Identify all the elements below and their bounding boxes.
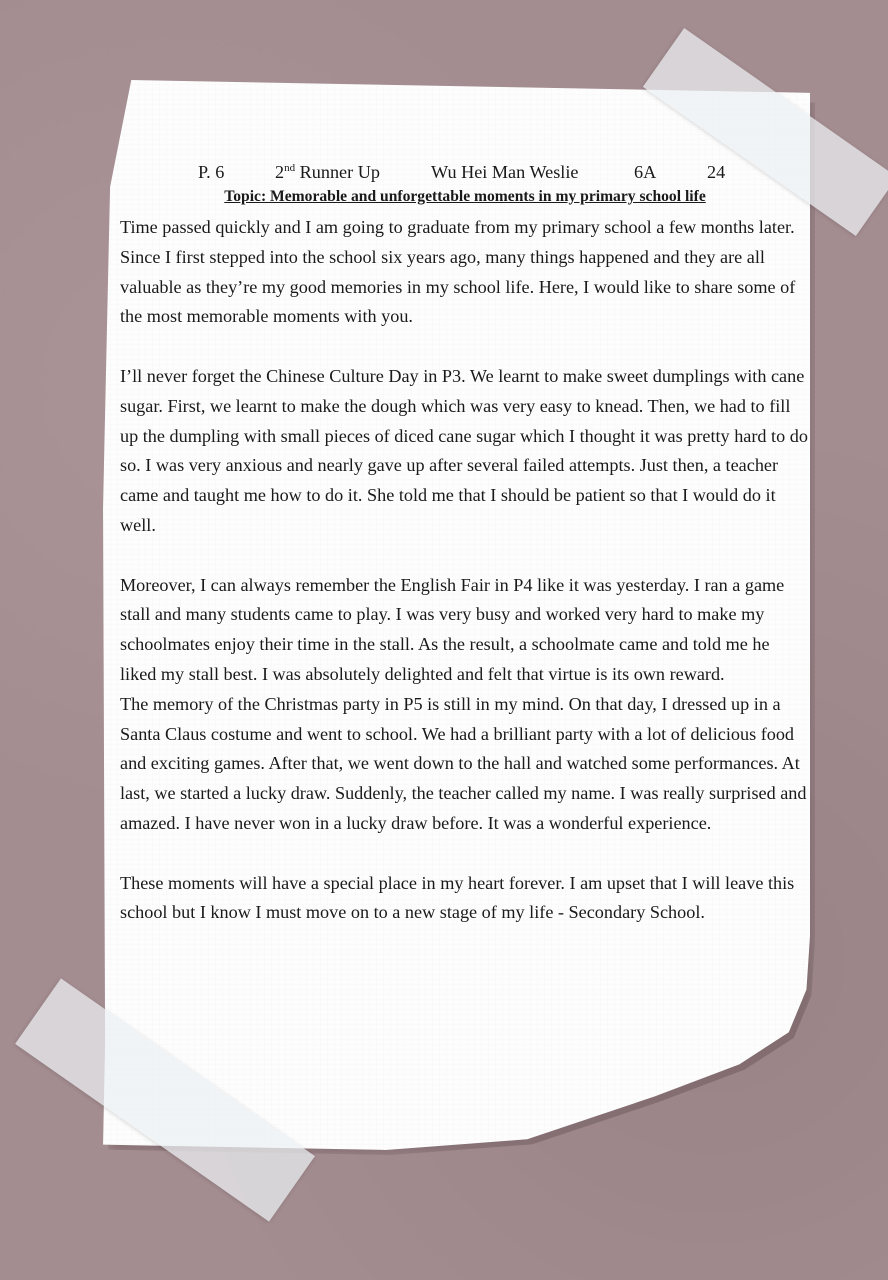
- paragraph-christmas-party: The memory of the Christmas party in P5 is still in my mind. On that day, I dressed up in a Santa Claus costume and went to school. We had a brilliant party with a lot of delicious food and exciting games. After that, we went down to the hall and watched some performances. At last, we started a lucky draw. Suddenly, the teacher called my name. I was really surprised and amazed. I have never won in a lucky draw before. It was a wonderful experience.: [120, 693, 807, 833]
- award-suffix: nd: [284, 161, 296, 174]
- award-rank: 2: [275, 162, 285, 182]
- essay: [120, 158, 810, 928]
- paragraph-conclusion: These moments will have a special place in my heart forever. I am upset that I will leave this school but I know I must move on to a new stage of my life - Secondary School.: [120, 872, 795, 923]
- award-label: [275, 158, 380, 188]
- class-number: 24: [707, 162, 726, 182]
- grade-label: P. 6: [198, 162, 225, 182]
- essay-topic: Topic: Memorable and unforgettable moments in my primary school life: [224, 188, 706, 205]
- paragraph-english-fair: Moreover, I can always remember the English Fair in P4 like it was yesterday. I ran a game stall and many students came to play. I was very busy and worked very hard to make my schoolmates enjoy their time in the stall. As the result, a schoolmate came and told me he liked my stall best. I was absolutely delighted and felt that virtue is its own reward.: [120, 574, 785, 684]
- award-text: Runner Up: [295, 162, 380, 182]
- class-label: 6A: [634, 162, 657, 182]
- essay-header: [120, 158, 810, 188]
- student-name: Wu Hei Man Weslie: [431, 162, 579, 182]
- paragraph-intro: Time passed quickly and I am going to graduate from my primary school a few months later. Since I first stepped into the school six years ago, many things happened and they are all valuable as they’re my good memories in my school life. Here, I would like to share some of the most memorable moments with you.: [120, 217, 796, 327]
- paragraph-chinese-culture-day: I’ll never forget the Chinese Culture Day in P3. We learnt to make sweet dumplings with cane sugar. First, we learnt to make the dough which was very easy to knead. Then, we had to fill up the dumpling with small pieces of diced cane sugar which I thought it was pretty hard to do so. I was very anxious and nearly gave up after several failed attempts. Just then, a teacher came and taught me how to do it. She told me that I should be patient so that I would do it well.: [120, 365, 808, 535]
